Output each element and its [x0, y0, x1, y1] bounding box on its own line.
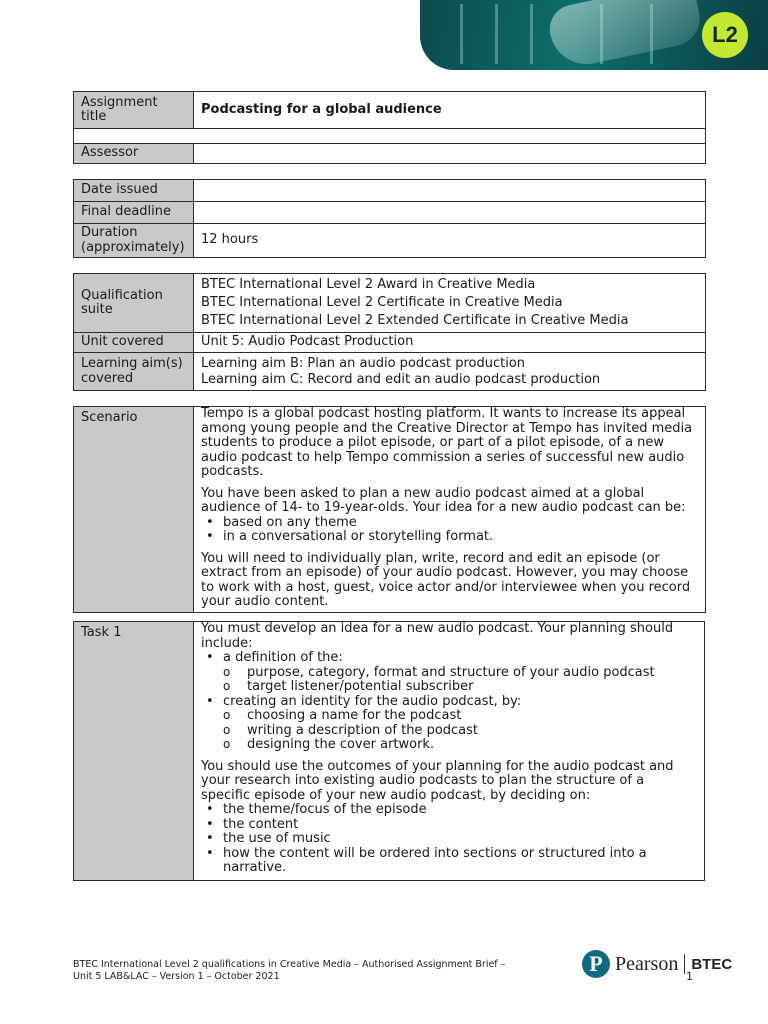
- scenario-paragraph: You will need to individually plan, write, record and edit an episode (or extract from an episode) of your audio podcast. However, you may choose to work with a host, guest, voice actor and/or interviewee when you record your audio content.: [201, 550, 691, 609]
- unit-covered-value: Unit 5: Audio Podcast Production: [194, 333, 706, 353]
- btec-wordmark: BTEC: [691, 955, 733, 973]
- list-item-text: a definition of the:: [223, 650, 343, 665]
- qualification-suite-values: [194, 274, 706, 333]
- scenario-paragraph: Tempo is a global podcast hosting platform. It wants to increase its appeal among young people and the Creative Director at Tempo has invited media students to produce a pilot episode, or part of a pilot episode, of a new audio podcast to help Tempo commission a series of successful new audio podcasts.: [201, 406, 693, 479]
- level-badge: L2: [702, 12, 748, 58]
- fader-graphic: [530, 4, 533, 64]
- scenario-content: [194, 407, 706, 613]
- task1-bullet-list: [201, 651, 697, 753]
- scenario-paragraph: You have been asked to plan a new audio podcast aimed at a global audience of 14- to 19-year-olds. Your idea for a new audio podcast can be:: [201, 485, 686, 515]
- task1-table: [73, 621, 705, 881]
- qualification-suite-label: Qualification suite: [74, 274, 194, 333]
- task1-bullet-list-2: [201, 803, 697, 876]
- fader-graphic: [495, 4, 498, 64]
- hand-graphic: [545, 0, 705, 70]
- list-item: • how the content will be ordered into sections or structured into a narrative.: [223, 847, 697, 876]
- list-item: • based on any theme: [223, 516, 698, 531]
- task1-label: Task 1: [74, 622, 194, 881]
- qualification-line: BTEC International Level 2 Extended Certificate in Creative Media: [201, 313, 629, 328]
- task1-sub-list: [223, 666, 697, 695]
- sub-list-item: o designing the cover artwork.: [247, 738, 697, 753]
- list-item-text: creating an identity for the audio podcast, by:: [223, 693, 522, 709]
- unit-covered-label: Unit covered: [74, 333, 194, 353]
- task1-sub-list: [223, 709, 697, 753]
- scenario-label: Scenario: [74, 407, 194, 613]
- assessor-label: Assessor: [74, 144, 194, 164]
- spacer-row: [74, 129, 706, 144]
- dates-table: [73, 179, 706, 258]
- final-deadline-label: Final deadline: [74, 202, 194, 224]
- task1-intro: You must develop an idea for a new audio podcast. Your planning should include:: [201, 621, 674, 651]
- task1-paragraph: You should use the outcomes of your planning for the audio podcast and your research into existing audio podcasts to plan the structure of a specific episode of your new audio podcast, by deciding on:: [201, 758, 674, 803]
- duration-label: Duration (approximately): [74, 224, 194, 258]
- learning-aims-values: [194, 353, 706, 391]
- assignment-table: [73, 91, 706, 164]
- task1-content: [194, 622, 705, 881]
- footer-line: Unit 5 LAB&LAC – Version 1 – October 2021: [73, 971, 280, 982]
- date-issued-label: Date issued: [74, 180, 194, 202]
- list-item: [223, 651, 697, 695]
- learning-aims-label: Learning aim(s) covered: [74, 353, 194, 391]
- qualification-table: [73, 273, 706, 391]
- list-item: [223, 695, 697, 753]
- assessor-value: [194, 144, 706, 164]
- duration-value: 12 hours: [194, 224, 706, 258]
- assignment-title-label: Assignment title: [74, 92, 194, 129]
- assignment-title-value: Podcasting for a global audience: [201, 101, 442, 117]
- scenario-table: [73, 406, 706, 613]
- list-item: • the use of music: [223, 832, 697, 847]
- learning-aim-line: Learning aim C: Record and edit an audio podcast production: [201, 371, 601, 387]
- sub-list-item: o target listener/potential subscriber: [247, 680, 697, 695]
- list-item: • the theme/focus of the episode: [223, 803, 697, 818]
- pearson-btec-logo: [582, 950, 732, 978]
- sub-list-item: o purpose, category, format and structure of your audio podcast: [247, 666, 697, 681]
- scenario-bullet-list: [201, 516, 698, 545]
- date-issued-value: [194, 180, 706, 202]
- footer-text: [73, 959, 553, 983]
- list-item: • the content: [223, 818, 697, 833]
- pearson-p-icon: P: [582, 950, 610, 978]
- sub-list-item: o writing a description of the podcast: [247, 724, 697, 739]
- list-item: • in a conversational or storytelling format.: [223, 530, 698, 545]
- pearson-wordmark: Pearson: [615, 952, 679, 975]
- sub-list-item: o choosing a name for the podcast: [247, 709, 697, 724]
- fader-graphic: [460, 4, 463, 64]
- final-deadline-value: [194, 202, 706, 224]
- footer-line: BTEC International Level 2 qualifications in Creative Media – Authorised Assignment Brief –: [73, 959, 506, 970]
- learning-aim-line: Learning aim B: Plan an audio podcast production: [201, 355, 526, 371]
- page-number: 1: [686, 970, 693, 983]
- qualification-line: BTEC International Level 2 Certificate in Creative Media: [201, 295, 563, 310]
- qualification-line: BTEC International Level 2 Award in Creative Media: [201, 277, 536, 292]
